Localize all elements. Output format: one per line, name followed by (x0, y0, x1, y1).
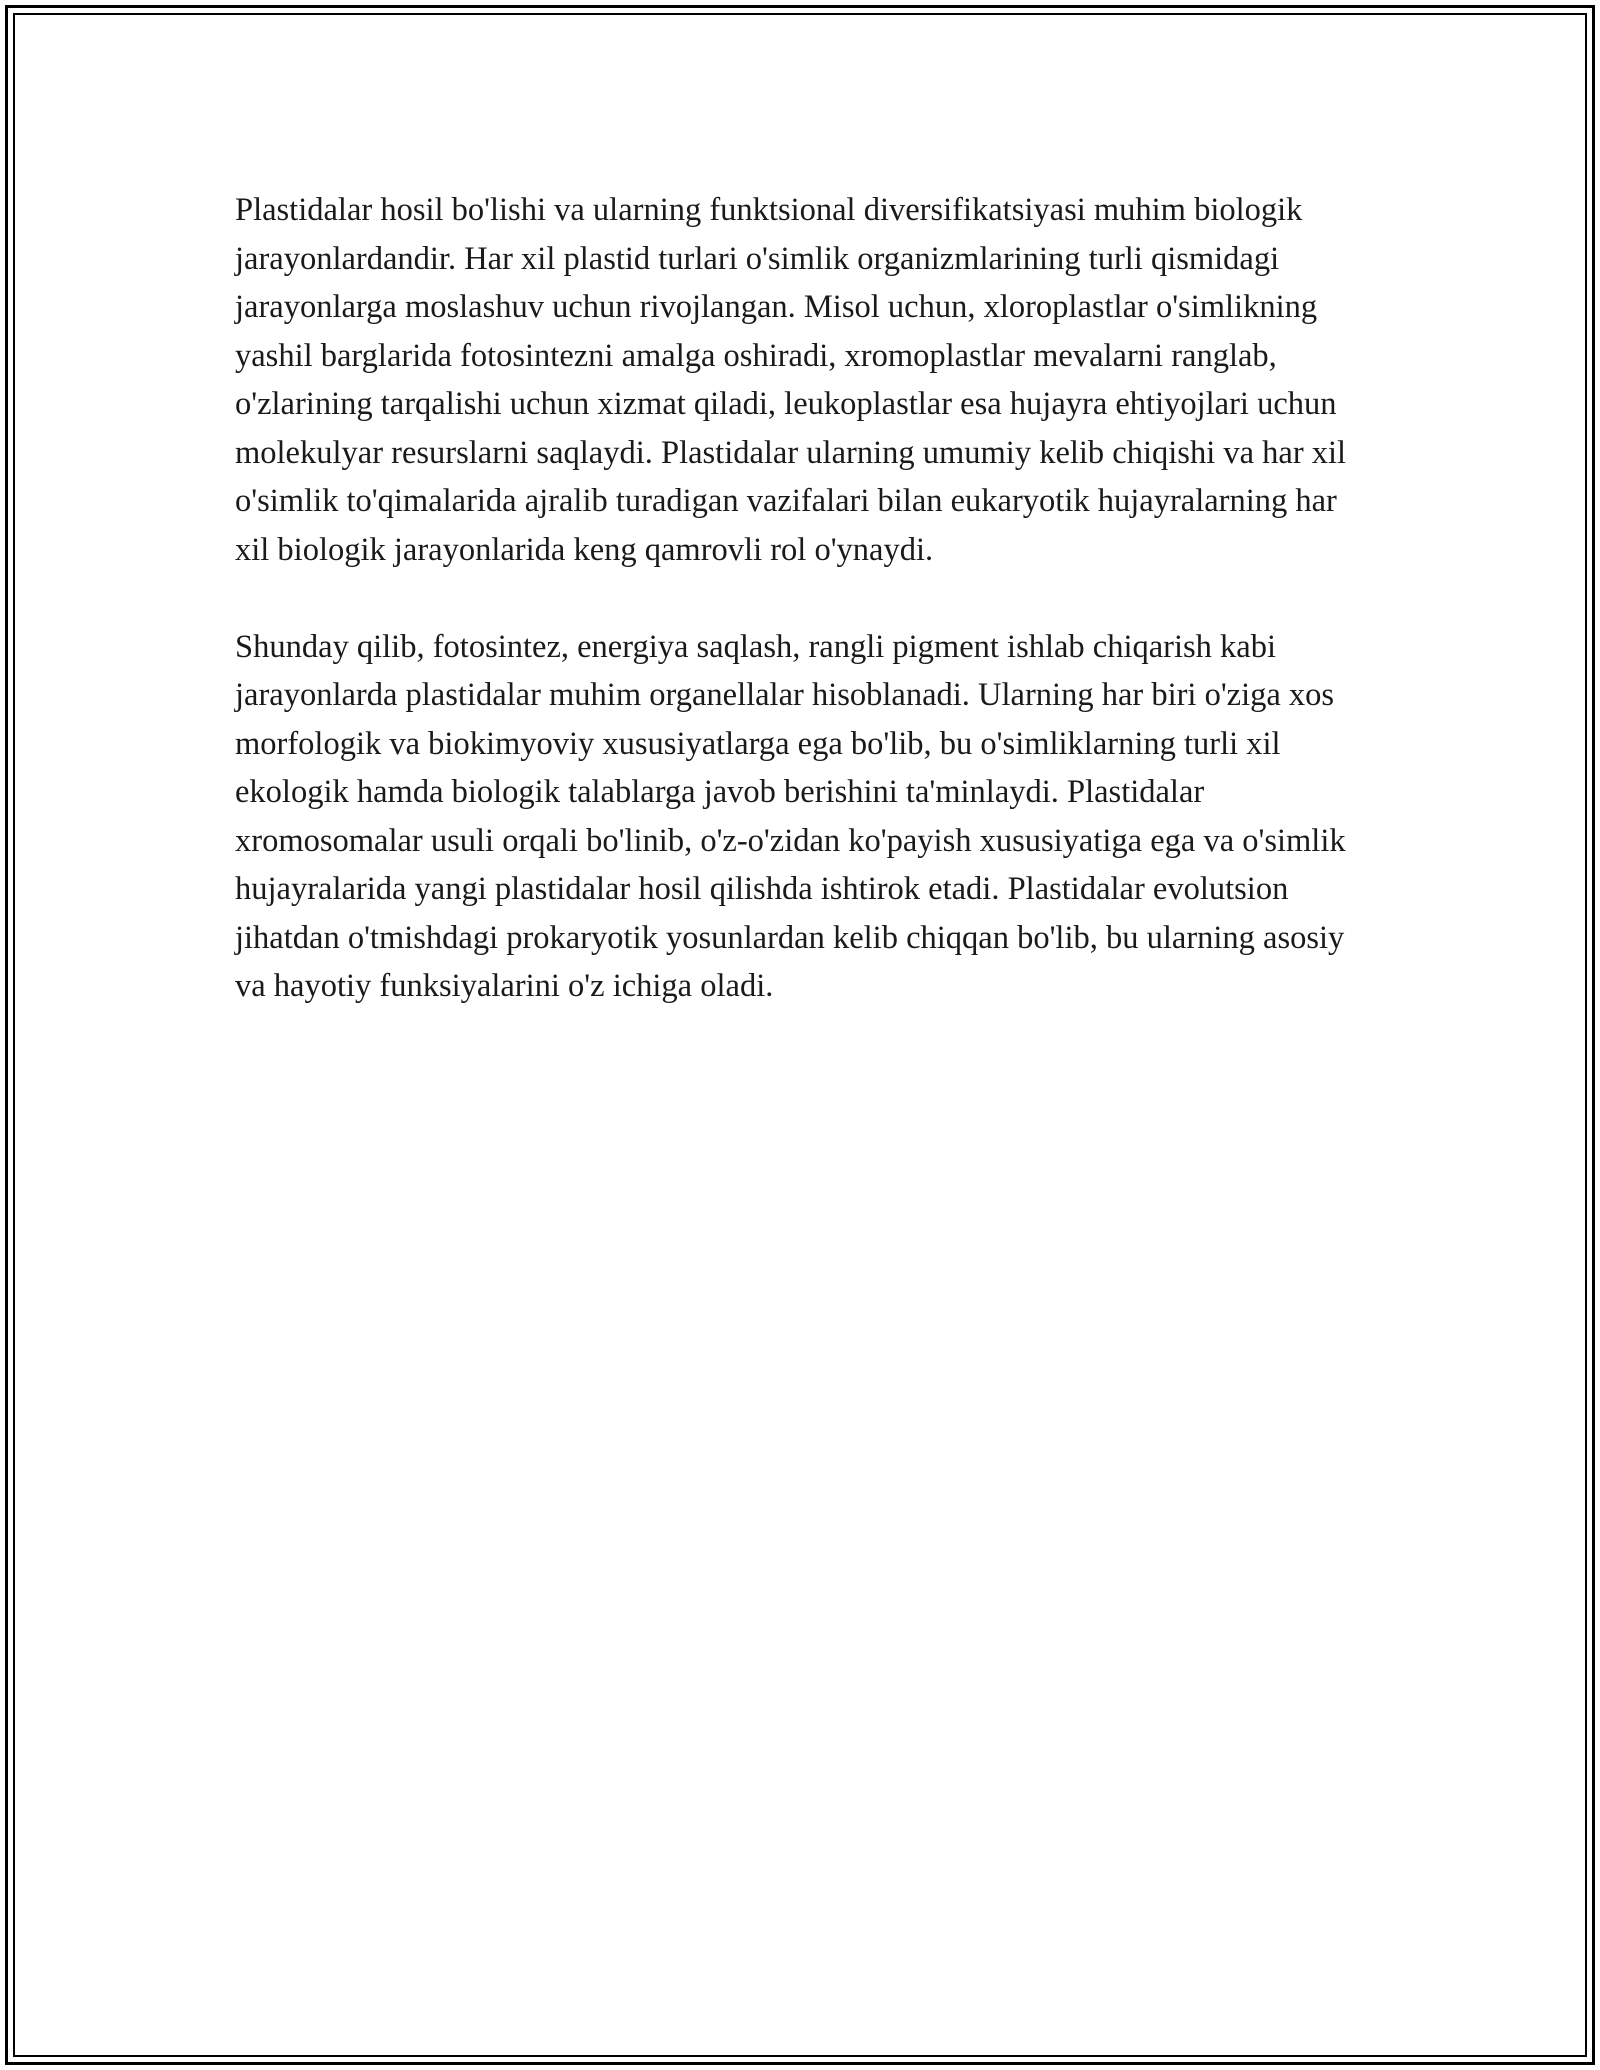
paragraph-2: Shunday qilib, fotosintez, energiya saqlash, rangli pigment ishlab chiqarish kabi jarayonlarda plastidalar muhim organellalar hisoblanadi. Ularning har biri o'ziga xos morfologik va biokimyoviy xususiyatlarga ega bo'lib, bu o'simliklarning turli xil ekologik hamda biologik talablarga javob berishini ta'minlaydi. Plastidalar xromosomalar usuli orqali bo'linib, o'z-o'zidan ko'payish xususiyatiga ega va o'simlik hujayralarida yangi plastidalar hosil qilishda ishtirok etadi. Plastidalar evolutsion jihatdan o'tmishdagi prokaryotik yosunlardan kelib chiqqan bo'lib, bu ularning asosiy va hayotiy funksiyalarini o'z ichiga oladi. (235, 628, 1346, 1004)
paragraph-1: Plastidalar hosil bo'lishi va ularning funktsional diversifikatsiyasi muhim biologik jarayonlardandir. Har xil plastid turlari o'simlik organizmlarining turli qismidagi jarayonlarga moslashuv uchun rivojlangan. Misol uchun, xloroplastlar o'simlikning yashil barglarida fotosintezni amalga oshiradi, xromoplastlar mevalarni ranglab, o'zlarining tarqalishi uchun xizmat qiladi, leukoplastlar esa hujayra ehtiyojlari uchun molekulyar resurslarni saqlaydi. Plastidalar ularning umumiy kelib chiqishi va har xil o'simlik to'qimalarida ajralib turadigan vazifalari bilan eukaryotik hujayralarning har xil biologik jarayonlarida keng qamrovli rol o'ynaydi. (235, 192, 1347, 568)
document-body (235, 186, 1365, 1059)
